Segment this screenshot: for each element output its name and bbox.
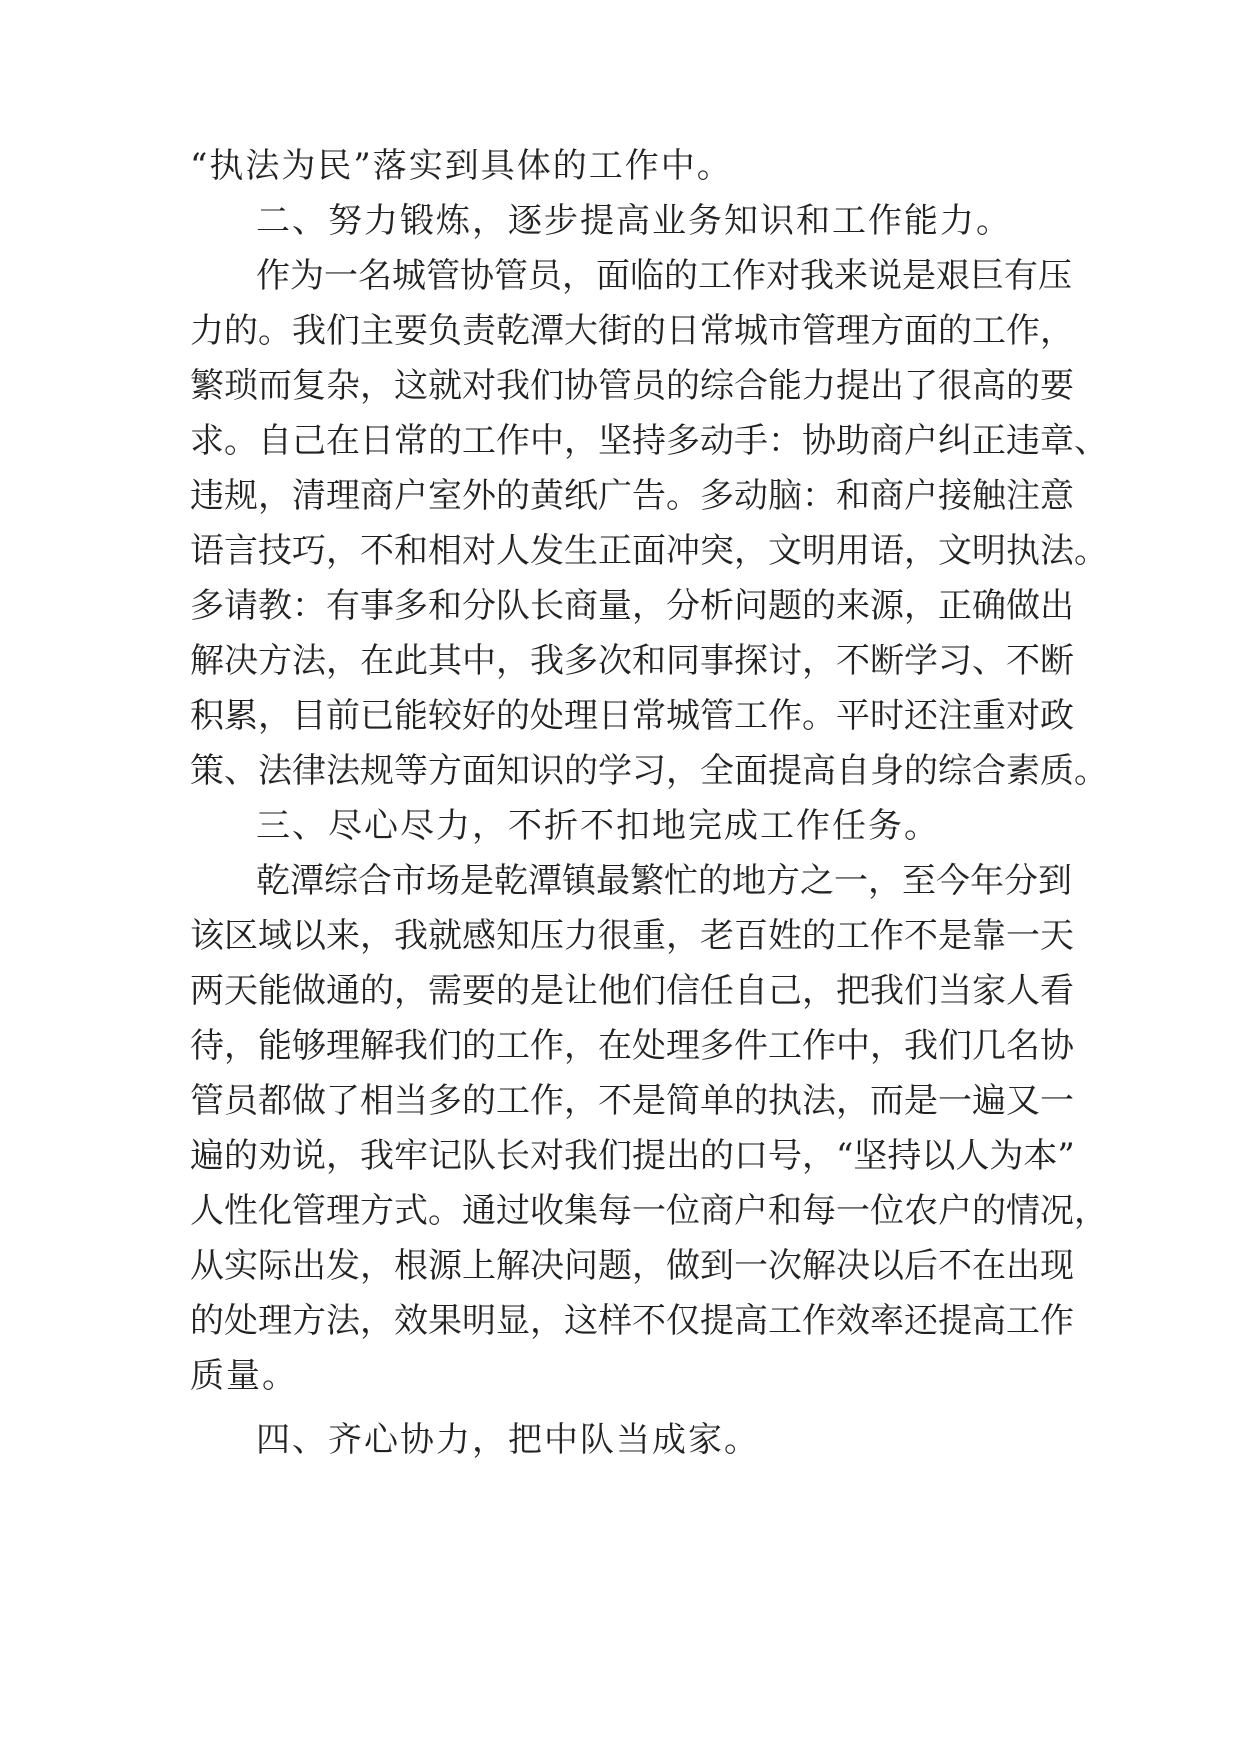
paragraph-line: 语言技巧，不和相对人发生正面冲突，文明用语，文明执法。 <box>190 531 1108 571</box>
section-heading-2: 二、努力锻炼，逐步提高业务知识和工作能力。 <box>256 201 1012 241</box>
paragraph-line: 违规，清理商户室外的黄纸广告。多动脑：和商户接触注意 <box>190 476 1074 516</box>
paragraph-line: 求。自己在日常的工作中，坚持多动手：协助商户纠正违章、 <box>190 421 1108 461</box>
paragraph-line: 作为一名城管协管员，面临的工作对我来说是艰巨有压 <box>256 256 1072 296</box>
paragraph-line: 遍的劝说，我牢记队长对我们提出的口号，“坚持以人为本” <box>190 1136 1075 1176</box>
paragraph-line: 待，能够理解我们的工作，在处理多件工作中，我们几名协 <box>190 1026 1074 1066</box>
paragraph-line: 从实际出发，根源上解决问题，做到一次解决以后不在出现 <box>190 1246 1074 1286</box>
paragraph-line: 该区域以来，我就感知压力很重，老百姓的工作不是靠一天 <box>190 916 1074 956</box>
paragraph-line: “执法为民”落实到具体的工作中。 <box>190 146 733 186</box>
paragraph-line: 繁琐而复杂，这就对我们协管员的综合能力提出了很高的要 <box>190 366 1074 406</box>
paragraph-line: 积累，目前已能较好的处理日常城管工作。平时还注重对政 <box>190 696 1074 736</box>
paragraph-line: 乾潭综合市场是乾潭镇最繁忙的地方之一，至今年分到 <box>256 861 1072 901</box>
paragraph-line: 管员都做了相当多的工作，不是简单的执法，而是一遍又一 <box>190 1081 1074 1121</box>
section-heading-4: 四、齐心协力，把中队当成家。 <box>256 1420 760 1460</box>
paragraph-line: 多请教：有事多和分队长商量，分析问题的来源，正确做出 <box>190 586 1074 626</box>
paragraph-line: 人性化管理方式。通过收集每一位商户和每一位农户的情况， <box>190 1191 1108 1231</box>
paragraph-line: 解决方法，在此其中，我多次和同事探讨，不断学习、不断 <box>190 641 1074 681</box>
section-heading-3: 三、尽心尽力，不折不扣地完成工作任务。 <box>256 806 940 846</box>
paragraph-line: 力的。我们主要负责乾潭大街的日常城市管理方面的工作， <box>190 311 1074 351</box>
paragraph-line: 的处理方法，效果明显，这样不仅提高工作效率还提高工作 <box>190 1301 1074 1341</box>
paragraph-line: 策、法律法规等方面知识的学习，全面提高自身的综合素质。 <box>190 751 1108 791</box>
paragraph-line: 两天能做通的，需要的是让他们信任自己，把我们当家人看 <box>190 971 1074 1011</box>
paragraph-line: 质量。 <box>190 1356 298 1396</box>
